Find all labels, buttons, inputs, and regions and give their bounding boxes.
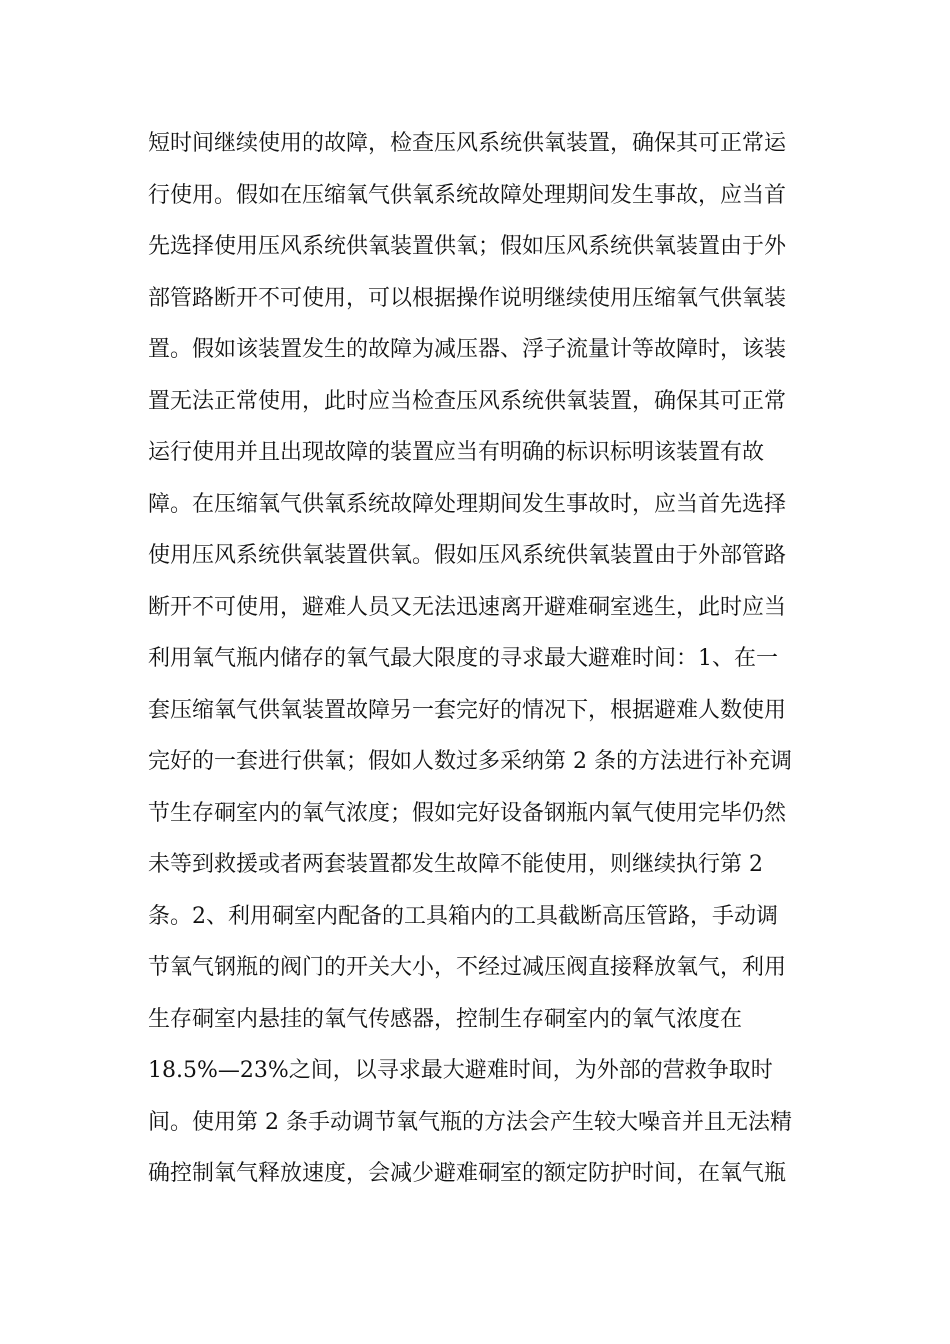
text-line: 使用压风系统供氧装置供氧。假如压风系统供氧装置由于外部管路 (148, 543, 787, 568)
text-line: 断开不可使用，避难人员又无法迅速离开避难硐室逃生，此时应当 (148, 594, 787, 620)
text-line: 确控制氧气释放速度，会减少避难硐室的额定防护时间，在氧气瓶 (148, 1161, 787, 1186)
text-line: 利用氧气瓶内储存的氧气最大限度的寻求最大避难时间：1、在一 (148, 646, 778, 671)
text-line: 先选择使用压风系统供氧装置供氧；假如压风系统供氧装置由于外 (148, 234, 787, 259)
text-line: 生存硐室内悬挂的氧气传感器，控制生存硐室内的氧气浓度在 (148, 1006, 743, 1032)
text-line: 条。2、利用硐室内配备的工具箱内的工具截断高压管路，手动调 (148, 903, 778, 929)
text-line: 运行使用并且出现故障的装置应当有明确的标识标明该装置有故 (148, 440, 765, 465)
text-line: 置无法正常使用，此时应当检查压风系统供氧装置，确保其可正常 (148, 388, 787, 414)
text-line: 障。在压缩氧气供氧系统故障处理期间发生事故时，应当首先选择 (148, 491, 787, 517)
text-line: 短时间继续使用的故障，检查压风系统供氧装置，确保其可正常运 (148, 131, 787, 156)
text-line: 套压缩氧气供氧装置故障另一套完好的情况下，根据避难人数使用 (148, 697, 787, 723)
text-line: 节生存硐室内的氧气浓度；假如完好设备钢瓶内氧气使用完毕仍然 (148, 800, 787, 826)
text-line: 部管路断开不可使用，可以根据操作说明继续使用压缩氧气供氧装 (148, 285, 787, 311)
text-line: 间。使用第 2 条手动调节氧气瓶的方法会产生较大噪音并且无法精 (148, 1109, 792, 1135)
text-line: 行使用。假如在压缩氧气供氧系统故障处理期间发生事故，应当首 (148, 182, 787, 208)
text-line: 未等到救援或者两套装置都发生故障不能使用，则继续执行第 2 (148, 852, 763, 877)
text-line: 置。假如该装置发生的故障为减压器、浮子流量计等故障时，该装 (148, 337, 787, 362)
body-text (148, 118, 808, 1200)
text-line: 18.5%—23%之间，以寻求最大避难时间，为外部的营救争取时 (148, 1058, 773, 1083)
text-line: 节氧气钢瓶的阀门的开关大小，不经过减压阀直接释放氧气，利用 (148, 955, 787, 980)
text-line: 完好的一套进行供氧；假如人数过多采纳第 2 条的方法进行补充调 (148, 749, 792, 774)
